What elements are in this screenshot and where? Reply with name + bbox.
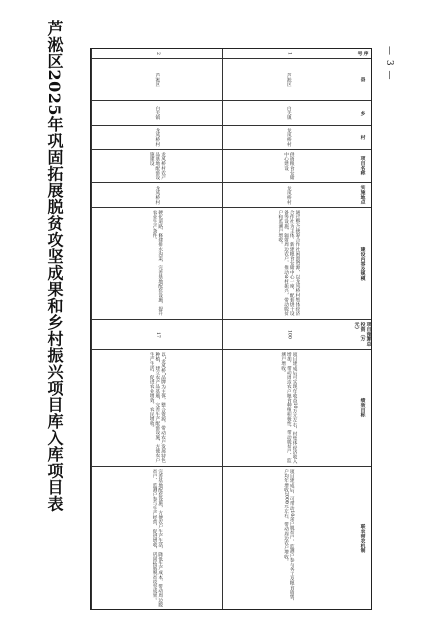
project-table	[90, 48, 372, 610]
cell-project-name: 供销粮食仓储中心建设	[223, 149, 354, 182]
cell-county: 芦淞区	[92, 58, 222, 100]
cell-content: 通过整合统筹合作社闲置资源，以龙凤桥村集体经济合作社为主体，新建粮食仓储中心一座，配套烘干设备等设施，辐射周边农户，推动乡村振兴，带动脱贫户和监测户增收。	[223, 207, 354, 319]
cell-mechanism: 项目建成后，可带动10余户脱贫户、监测户参与务工及粮食销售，户均年增收2000元左右，带动周边农户增收。	[223, 466, 354, 609]
cell-investment: 100	[223, 319, 354, 349]
cell-mechanism: 完善基地配套设施，方便农户生产生活，降低生产成本，带动周边脱贫户、监测户参与生产经营，促进增收，巩固拓展脱贫攻坚成果。	[92, 466, 222, 609]
cell-goal: 项目建成后可实现年收益10万元左右，村集体经济收入增加，带动周边农户粮食种植积极性，带动脱贫户、监测户增收。	[223, 349, 354, 466]
cell-project-name: 龙凤桥村农产品基地配套设施建设	[92, 149, 222, 182]
cell-location: 龙凤桥村	[223, 182, 354, 207]
header-seq: 序号	[356, 51, 369, 56]
cell-county: 芦淞区	[223, 58, 354, 100]
cell-goal: 以“龙凤桥”品牌为主体，整合资源，带动农户发展特色种植，建立农产品基地，完善生产配套设施，方便农户生产生活，促进农业增效、农民增收。	[92, 349, 222, 466]
header-mechanism: 联农带农机制	[354, 466, 371, 609]
header-project-name: 项目名称	[354, 149, 371, 182]
cell-investment: 17	[92, 319, 222, 349]
table-row	[222, 49, 354, 609]
cell-content: 硬化道路，修建排水沟渠，完善基地配套设施，提升农业生产条件。	[92, 207, 222, 319]
cell-seq: 2	[154, 52, 160, 55]
table-row	[91, 49, 222, 609]
header-investment: 项目预算总投资（万元）	[354, 319, 371, 349]
header-county: 县	[354, 58, 371, 100]
header-location: 实施地点	[354, 182, 371, 207]
cell-seq: 1	[286, 52, 292, 55]
table-header-row	[354, 49, 371, 609]
cell-town: 白关镇	[223, 100, 354, 125]
header-town: 乡	[354, 100, 371, 125]
cell-village: 龙凤桥村	[223, 125, 354, 149]
cell-location: 龙凤桥村	[92, 182, 222, 207]
page-number: — 3 —	[384, 46, 394, 81]
cell-village: 龙凤桥村	[92, 125, 222, 149]
document-title: 芦淞区2025年巩固拓展脱贫攻坚成果和乡村振兴项目库入库项目表	[45, 20, 64, 513]
cell-town: 白关镇	[92, 100, 222, 125]
header-village: 村	[354, 125, 371, 149]
header-content: 建设内容及规模	[354, 207, 371, 319]
header-goal: 绩效目标	[354, 349, 371, 466]
